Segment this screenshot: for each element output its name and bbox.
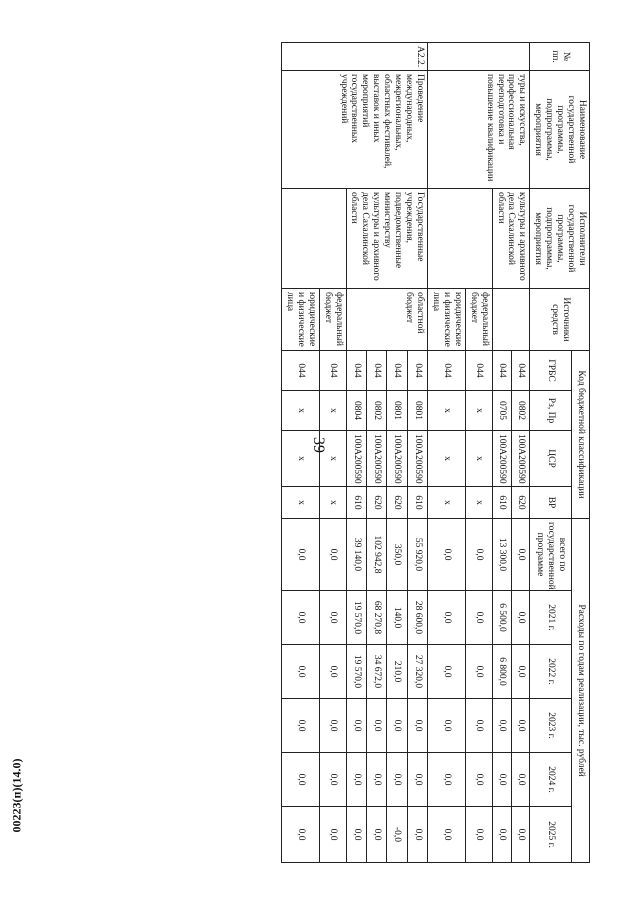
y2023-cell: 0,0 [511,699,530,753]
y2024-cell: 0,0 [319,753,346,807]
y2024-cell: 0,0 [465,753,492,807]
rzpr-cell: х [428,391,466,431]
header-budget-code: Код бюджетной классификации [572,351,590,519]
header-csr: ЦСР [530,431,572,487]
header-2023: 2023 г. [530,699,572,753]
y2021-cell: 6 500,0 [492,591,511,645]
total-cell: 0,0 [511,519,530,591]
y2025-cell: 0,0 [281,807,319,863]
rzpr-cell: 0802 [511,391,530,431]
table-row [511,43,530,863]
funding-source [492,289,530,351]
header-2021: 2021 г. [530,591,572,645]
header-vr: ВР [530,487,572,519]
grbs-cell: 044 [407,351,427,391]
y2025-cell: 0,0 [407,807,427,863]
header-2024: 2024 г. [530,753,572,807]
y2022-cell: 0,0 [319,645,346,699]
vr-cell: х [465,487,492,519]
vr-cell: х [428,487,466,519]
y2022-cell: 0,0 [428,645,466,699]
total-cell: 39 140,0 [346,519,366,591]
y2024-cell: 0,0 [492,753,511,807]
csr-cell: 100А200590 [346,431,366,487]
grbs-cell: 044 [492,351,511,391]
y2021-cell: 68 270,8 [366,591,386,645]
grbs-cell: 044 [387,351,407,391]
row-no [428,43,530,71]
csr-cell: х [319,431,346,487]
measure-name: туры и искусства, профессиональная переподготовка и повышение квалификации [428,71,530,189]
header-2025: 2025 г. [530,807,572,863]
y2025-cell: 0,0 [465,807,492,863]
y2023-cell: 0,0 [387,699,407,753]
header-no: № пп. [530,43,590,71]
measure-executor: культуры и архивного дела Сахалинской области [492,189,530,289]
grbs-cell: 044 [281,351,319,391]
total-cell: 102 942,8 [366,519,386,591]
total-cell: 55 920,0 [407,519,427,591]
rzpr-cell: х [465,391,492,431]
rzpr-cell: х [319,391,346,431]
vr-cell: 610 [492,487,511,519]
grbs-cell: 044 [366,351,386,391]
measure-executor [281,189,346,289]
funding-source: областной бюджет [346,289,427,351]
y2024-cell: 0,0 [428,753,466,807]
measure-executor: Государственные учреждения, подведомственные министерству культуры и архивного дела Сахалинской области [346,189,427,289]
y2024-cell: 0,0 [281,753,319,807]
y2023-cell: 0,0 [465,699,492,753]
budget-table-rotated [170,42,590,862]
y2024-cell: 0,0 [346,753,366,807]
total-cell: 0,0 [281,519,319,591]
csr-cell: 100А200590 [366,431,386,487]
y2023-cell: 0,0 [428,699,466,753]
y2022-cell: 34 672,0 [366,645,386,699]
y2021-cell: 140,0 [387,591,407,645]
grbs-cell: 044 [428,351,466,391]
header-rzpr: Рз, Пр [530,391,572,431]
rzpr-cell: 0802 [366,391,386,431]
y2023-cell: 0,0 [319,699,346,753]
budget-table [281,42,590,863]
csr-cell: 100А200590 [492,431,511,487]
y2025-cell: 0,0 [428,807,466,863]
y2025-cell: 0,0 [319,807,346,863]
table-row [407,43,427,863]
csr-cell: х [465,431,492,487]
y2023-cell: 0,0 [281,699,319,753]
header-source: Источники средств [530,289,590,351]
csr-cell: 100А200590 [387,431,407,487]
y2021-cell: 19 570,0 [346,591,366,645]
header-2022: 2022 г. [530,645,572,699]
y2022-cell: 0,0 [465,645,492,699]
header-expenses: Расходы по годам реализации, тыс. рублей [572,519,590,863]
csr-cell: х [428,431,466,487]
csr-cell: х [281,431,319,487]
y2023-cell: 0,0 [366,699,386,753]
total-cell: 13 300,0 [492,519,511,591]
csr-cell: 100А200590 [511,431,530,487]
y2023-cell: 0,0 [346,699,366,753]
y2021-cell: 0,0 [511,591,530,645]
y2021-cell: 28 600,0 [407,591,427,645]
y2022-cell: 19 570,0 [346,645,366,699]
funding-source: юридические и физические лица [428,289,466,351]
grbs-cell: 044 [319,351,346,391]
measure-name: Проведение международных, межрегиональных, областных фестивалей, выставок и иных мероприятий государственных учреждений [281,71,427,189]
header-total: всего по государственной программе [530,519,572,591]
rzpr-cell: 0801 [407,391,427,431]
measure-executor [428,189,493,289]
rzpr-cell: 0804 [346,391,366,431]
grbs-cell: 044 [346,351,366,391]
header-name: Наименование государственной программы, подпрограммы, мероприятия [530,71,590,189]
y2025-cell: 0,0 [492,807,511,863]
header-row-1 [572,43,590,863]
total-cell: 0,0 [319,519,346,591]
total-cell: 0,0 [428,519,466,591]
y2025-cell: -0,0 [387,807,407,863]
y2021-cell: 0,0 [319,591,346,645]
header-executors: Исполнители государственной программы, подпрограммы, мероприятия [530,189,590,289]
y2025-cell: 0,0 [511,807,530,863]
total-cell: 350,0 [387,519,407,591]
vr-cell: 620 [387,487,407,519]
vr-cell: 620 [366,487,386,519]
y2021-cell: 0,0 [281,591,319,645]
funding-source: юридические и физические лица [281,289,319,351]
page-number: 39 [310,437,327,453]
grbs-cell: 044 [465,351,492,391]
document-code: 00223(п)(14.0) [9,758,24,833]
csr-cell: 100А200590 [407,431,427,487]
vr-cell: 610 [407,487,427,519]
rzpr-cell: х [281,391,319,431]
rzpr-cell: 0801 [387,391,407,431]
y2023-cell: 0,0 [407,699,427,753]
y2025-cell: 0,0 [346,807,366,863]
y2023-cell: 0,0 [492,699,511,753]
funding-source: федеральный бюджет [319,289,346,351]
y2022-cell: 0,0 [511,645,530,699]
grbs-cell: 044 [511,351,530,391]
y2024-cell: 0,0 [407,753,427,807]
vr-cell: х [319,487,346,519]
rzpr-cell: 0705 [492,391,511,431]
vr-cell: х [281,487,319,519]
vr-cell: 610 [346,487,366,519]
y2022-cell: 210,0 [387,645,407,699]
y2024-cell: 0,0 [366,753,386,807]
header-grbs: ГРБС [530,351,572,391]
row-no: А2.2. [281,43,427,71]
y2024-cell: 0,0 [387,753,407,807]
y2021-cell: 0,0 [428,591,466,645]
y2022-cell: 6 800,0 [492,645,511,699]
total-cell: 0,0 [465,519,492,591]
vr-cell: 620 [511,487,530,519]
y2022-cell: 0,0 [281,645,319,699]
y2021-cell: 0,0 [465,591,492,645]
y2022-cell: 27 320,0 [407,645,427,699]
funding-source: федеральный бюджет [465,289,492,351]
y2025-cell: 0,0 [366,807,386,863]
y2024-cell: 0,0 [511,753,530,807]
